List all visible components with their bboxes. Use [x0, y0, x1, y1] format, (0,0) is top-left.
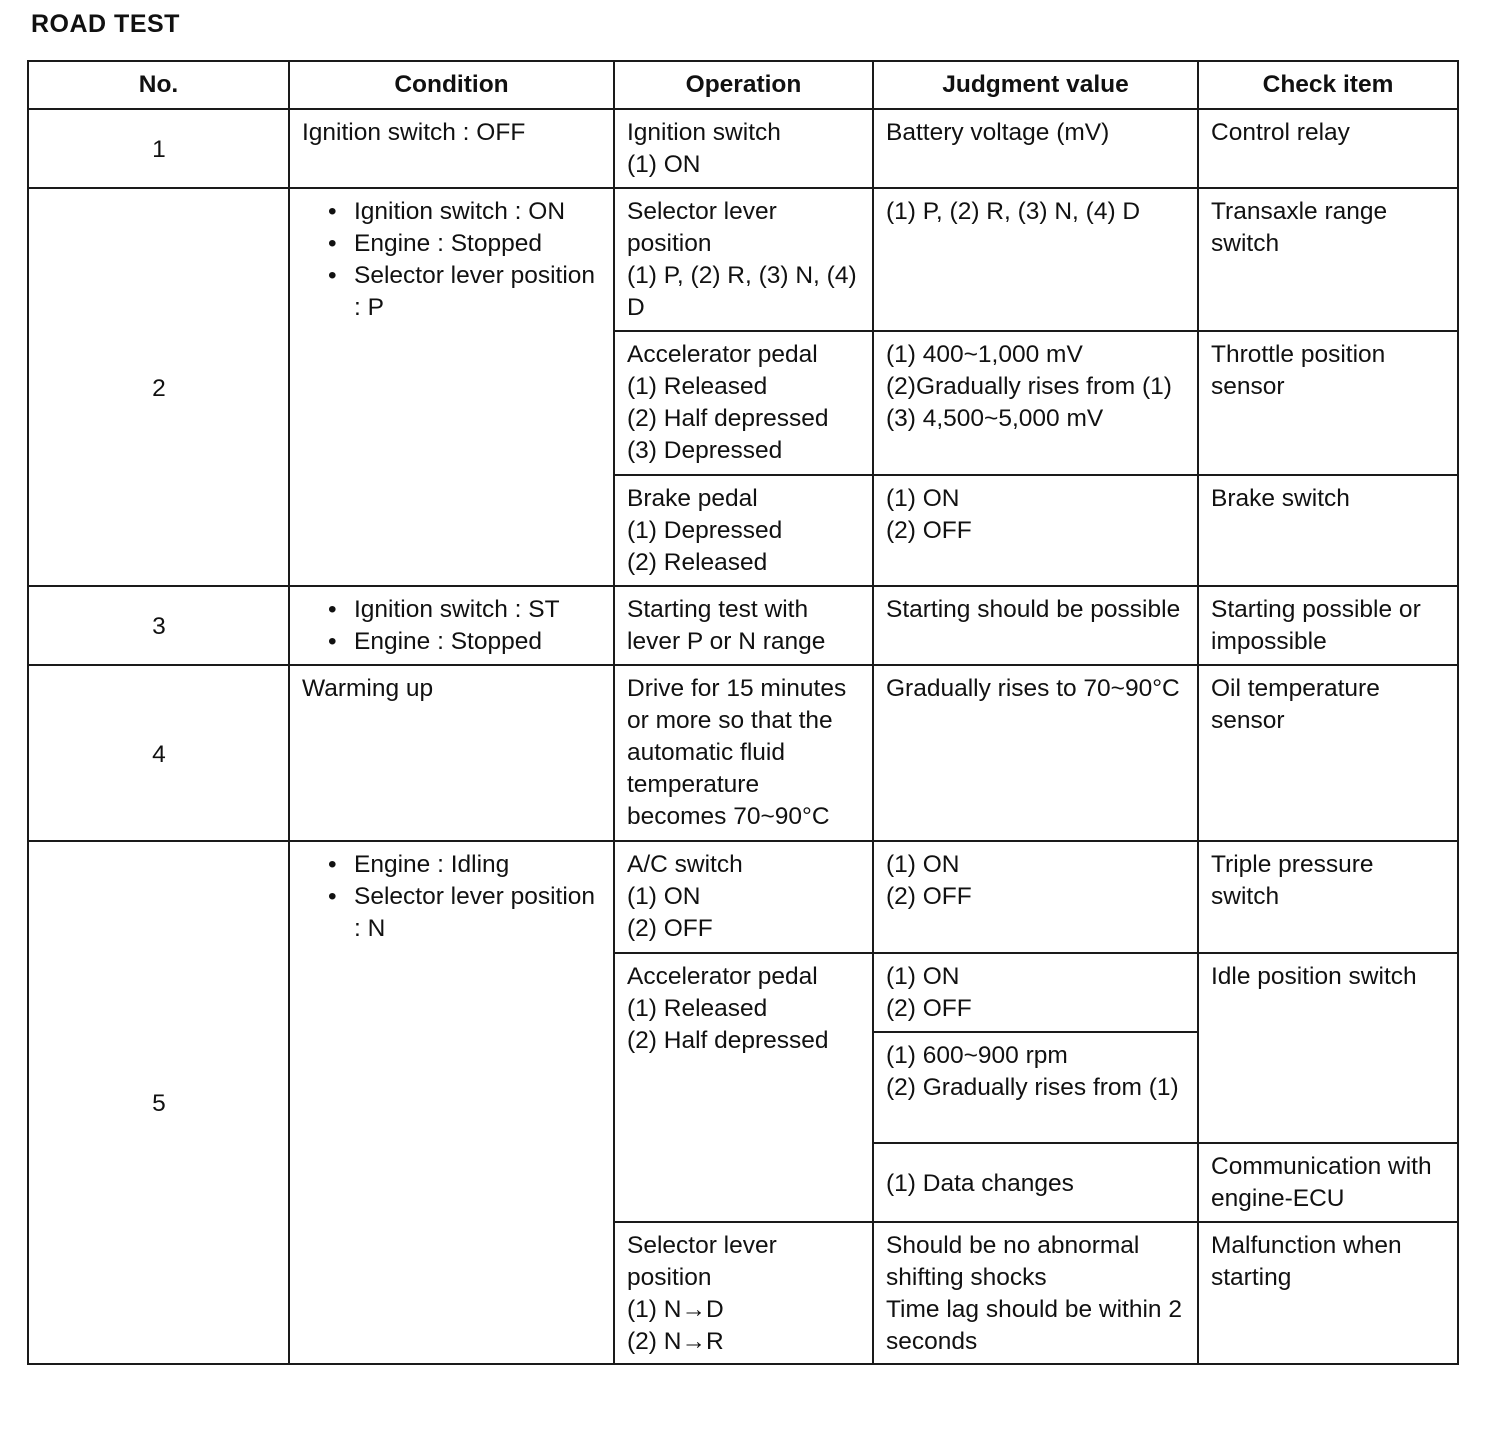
table-row [28, 665, 1458, 841]
check-item-cell: Throttle position sensor [1198, 331, 1458, 475]
road-test-table [27, 60, 1459, 1365]
condition-item: • Engine : Stopped [328, 626, 602, 658]
check-item-cell: Communication with engine-ECU [1198, 1143, 1458, 1222]
header-condition: Condition [289, 61, 614, 109]
table-row [28, 841, 1458, 953]
header-no: No. [28, 61, 289, 109]
check-item-cell: Idle position switch [1198, 953, 1458, 1143]
header-row [28, 61, 1458, 109]
judgment-cell: Should be no abnormal shifting shocks Time lag should be within 2 seconds [873, 1222, 1198, 1364]
condition-cell: Warming up [289, 665, 614, 841]
table-row [28, 109, 1458, 188]
page-title: ROAD TEST [31, 10, 180, 38]
judgment-cell: (1) 600~900 rpm (2) Gradually rises from (1) [873, 1032, 1198, 1143]
operation-cell: Accelerator pedal (1) Released (2) Half depressed (3) Depressed [614, 331, 873, 475]
condition-list [302, 594, 602, 658]
check-item-cell: Starting possible or impossible [1198, 586, 1458, 665]
judgment-cell: (1) ON (2) OFF [873, 953, 1198, 1032]
condition-item: • Selector lever position : P [328, 260, 602, 324]
header-check-item: Check item [1198, 61, 1458, 109]
condition-item: • Engine : Idling [328, 849, 602, 881]
operation-cell: Accelerator pedal (1) Released (2) Half depressed [614, 953, 873, 1222]
operation-cell: A/C switch (1) ON (2) OFF [614, 841, 873, 953]
operation-cell: Starting test with lever P or N range [614, 586, 873, 665]
row-number: 4 [28, 665, 289, 841]
check-item-cell: Brake switch [1198, 475, 1458, 586]
check-item-cell: Oil temperature sensor [1198, 665, 1458, 841]
condition-cell [289, 586, 614, 665]
header-judgment-value: Judgment value [873, 61, 1198, 109]
judgment-cell: (1) 400~1,000 mV (2)Gradually rises from (1) (3) 4,500~5,000 mV [873, 331, 1198, 475]
judgment-cell: Gradually rises to 70~90°C [873, 665, 1198, 841]
operation-cell: Drive for 15 minutes or more so that the automatic fluid temperature becomes 70~90°C [614, 665, 873, 841]
operation-cell: Ignition switch (1) ON [614, 109, 873, 188]
judgment-cell: (1) P, (2) R, (3) N, (4) D [873, 188, 1198, 331]
condition-item: • Engine : Stopped [328, 228, 602, 260]
condition-item: • Ignition switch : ON [328, 196, 602, 228]
condition-cell [289, 188, 614, 586]
check-item-cell: Triple pressure switch [1198, 841, 1458, 953]
judgment-cell: (1) ON (2) OFF [873, 475, 1198, 586]
check-item-cell: Malfunction when starting [1198, 1222, 1458, 1364]
condition-list [302, 196, 602, 324]
condition-item: • Selector lever position : N [328, 881, 602, 945]
judgment-cell: (1) ON (2) OFF [873, 841, 1198, 953]
check-item-cell: Transaxle range switch [1198, 188, 1458, 331]
row-number: 2 [28, 188, 289, 586]
judgment-cell: Starting should be possible [873, 586, 1198, 665]
operation-cell: Selector lever position (1) P, (2) R, (3) N, (4) D [614, 188, 873, 331]
table-row [28, 586, 1458, 665]
condition-item: • Ignition switch : ST [328, 594, 602, 626]
operation-cell: Selector lever position (1) N→D (2) N→R [614, 1222, 873, 1364]
row-number: 5 [28, 841, 289, 1364]
row-number: 3 [28, 586, 289, 665]
judgment-cell: (1) Data changes [873, 1143, 1198, 1222]
table-row [28, 188, 1458, 331]
judgment-cell: Battery voltage (mV) [873, 109, 1198, 188]
condition-cell: Ignition switch : OFF [289, 109, 614, 188]
header-operation: Operation [614, 61, 873, 109]
operation-cell: Brake pedal (1) Depressed (2) Released [614, 475, 873, 586]
condition-cell [289, 841, 614, 1364]
row-number: 1 [28, 109, 289, 188]
check-item-cell: Control relay [1198, 109, 1458, 188]
condition-list [302, 849, 602, 945]
